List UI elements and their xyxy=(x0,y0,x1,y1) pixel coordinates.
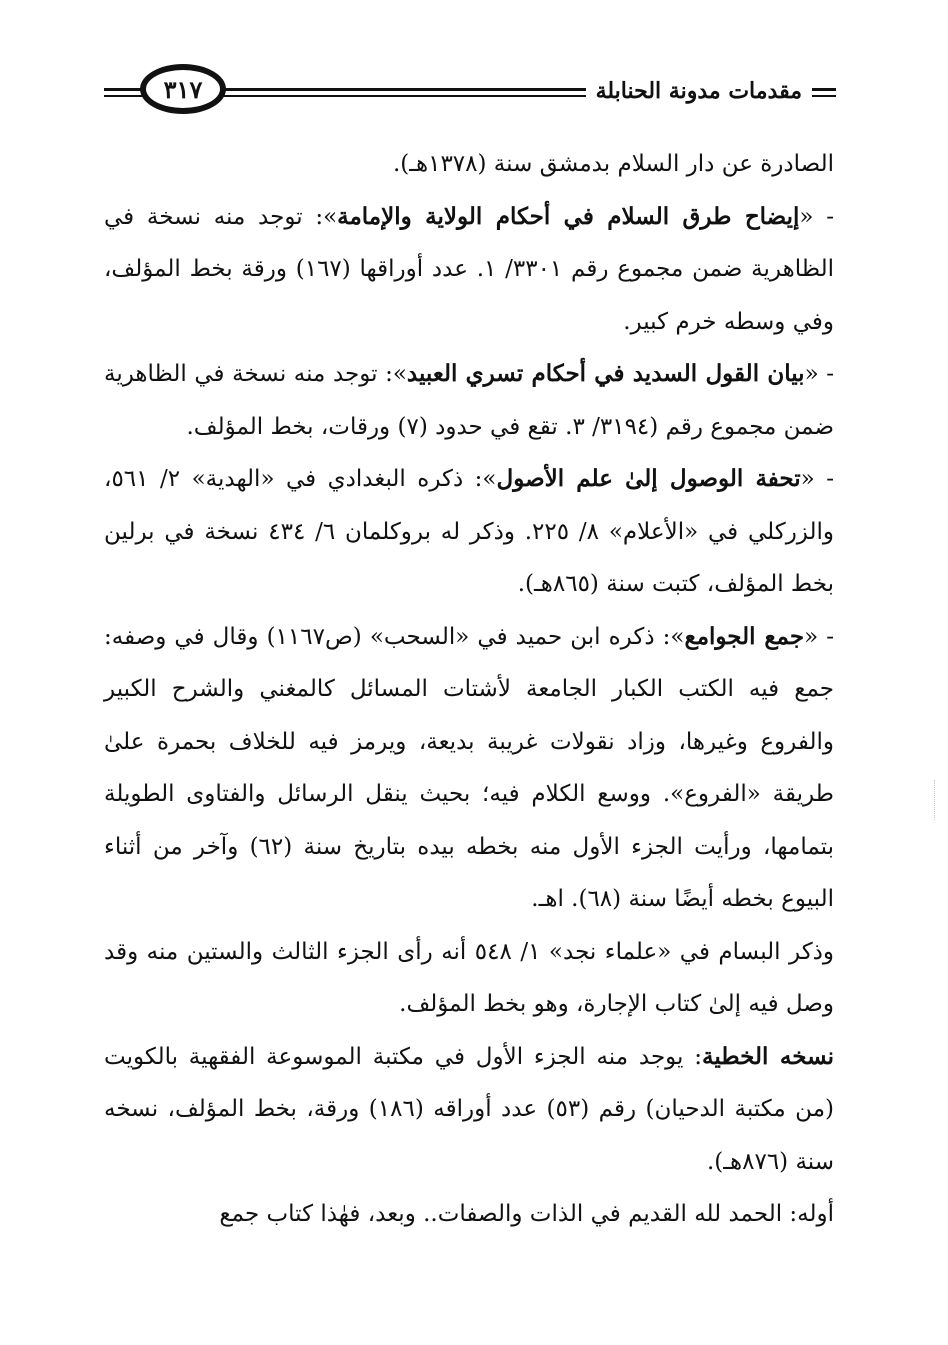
paragraph-text: »: ذكره البغدادي في «الهدية» ٢/ ٥٦١، والزركلي في «الأعلام» ٨/ ٢٢٥. وذكر له بروكلمان ٦/ ٤٣٤ نسخة في برلين بخط المؤلف، كتبت سنة (٨٦٥هـ). xyxy=(104,466,834,597)
paragraph xyxy=(104,1188,834,1241)
page-number: ٣١٧ xyxy=(163,74,203,104)
paragraph xyxy=(104,453,834,611)
book-title: بيان القول السديد في أحكام تسري العبيد xyxy=(406,360,805,387)
paragraph-lead: - « xyxy=(804,623,834,650)
paragraph xyxy=(104,926,834,1031)
paragraph-text: وذكر البسام في «علماء نجد» ١/ ٥٤٨ أنه رأى الجزء الثالث والستين منه وقد وصل فيه إلىٰ كتاب الإجارة، وهو بخط المؤلف. xyxy=(104,938,834,1017)
paragraph-lead: - « xyxy=(800,466,834,492)
paragraph-lead: - « xyxy=(799,203,834,230)
paragraph-text: »: توجد منه نسخة في الظاهرية ضمن مجموع رقم (٣١٩٤/ ٣. تقع في حدود (٧) ورقات، بخط المؤلف. xyxy=(104,361,834,440)
paragraph-text: الصادرة عن دار السلام بدمشق سنة (١٣٧٨هـ). xyxy=(392,151,834,177)
scan-margin-mark xyxy=(934,780,943,820)
paragraph-lead: - « xyxy=(804,361,835,387)
paragraph-text: : يوجد منه الجزء الأول في مكتبة الموسوعة الفقهية بالكويت (من مكتبة الدحيان) رقم (٥٣) عدد أوراقه (١٨٦) ورقة، بخط المؤلف، نسخه سنة (٨٧٦هـ). xyxy=(104,1043,834,1175)
paragraph-text: »: ذكره ابن حميد في «السحب» (ص١١٦٧) وقال في وصفه: جمع فيه الكتب الكبار الجامعة لأشتات المسائل كالمغني والشرح الكبير والفروع وغيرها، وزاد نقولات غريبة بديعة، ويرمز فيه للخلاف بحمرة علىٰ طريقة «الفروع». ووسع الكلام فيه؛ بحيث ينقل الرسائل والفتاوى الطويلة بتمامها، ورأيت الجزء الأول منه بخطه بيده بتاريخ سنة (٦٢) وآخر من أثناء البيوع بخطه أيضًا سنة (٦٨). اهـ. xyxy=(104,623,834,912)
paragraph-text: »: توجد منه نسخة في الظاهرية ضمن مجموع رقم ٣٣٠١/ ١. عدد أوراقها (١٦٧) ورقة بخط المؤلف، وفي وسطه خرم كبير. xyxy=(104,203,834,335)
paragraph xyxy=(104,138,834,191)
page-number-badge xyxy=(140,64,226,114)
paragraph xyxy=(104,1031,834,1189)
book-title: تحفة الوصول إلىٰ علم الأصول xyxy=(496,465,801,492)
page-body xyxy=(104,138,834,1241)
paragraph xyxy=(104,348,834,453)
paragraph-text: أوله: الحمد لله القديم في الذات والصفات.. وبعد، فهٰذا كتاب جمع xyxy=(219,1201,834,1227)
running-header-title: مقدمات مدونة الحنابلة xyxy=(586,78,812,104)
book-title: إيضاح طرق السلام في أحكام الولاية والإمامة xyxy=(337,202,800,230)
paragraph xyxy=(104,611,834,926)
section-heading: نسخه الخطية xyxy=(702,1042,834,1070)
paragraph xyxy=(104,191,834,349)
book-title: جمع الجوامع xyxy=(684,622,805,650)
